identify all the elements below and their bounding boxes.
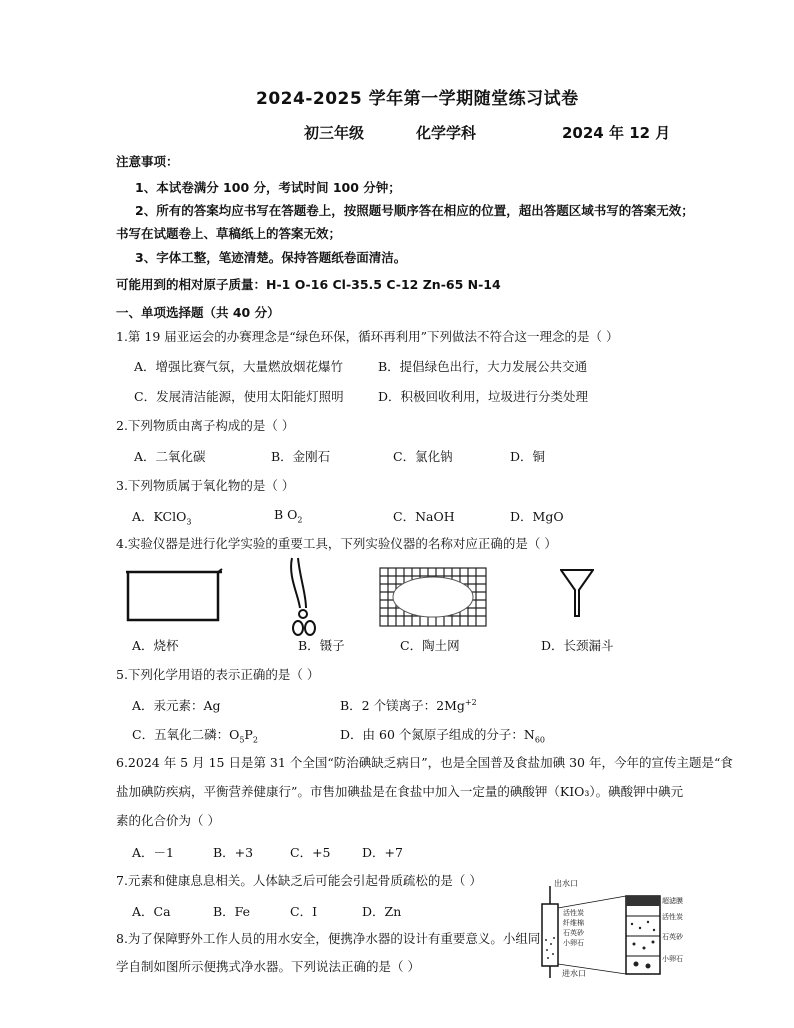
q2-stem: 2.下列物质由离子构成的是（ ） [116, 418, 295, 433]
notice-item-2-cont: 书写在试题卷上、草稿纸上的答案无效； [116, 226, 342, 241]
exam-date: 2024 年 12 月 [562, 124, 671, 142]
tongs-image [284, 556, 324, 638]
q4-option-c: C．陶土网 [400, 638, 460, 653]
exam-title: 2024-2025 学年第一学期随堂练习试卷 [256, 89, 579, 109]
atomic-masses: 可能用到的相对原子质量：H-1 O-16 Cl-35.5 C-12 Zn-65 N-14 [116, 277, 501, 292]
q6-option-b: B．+3 [213, 845, 254, 860]
q3-option-a: A．KClO$_3$ [132, 509, 192, 527]
q7-option-b: B．Fe [213, 904, 251, 919]
q2-option-a: A．二氧化碳 [134, 449, 206, 464]
layer-label-right-1: 超滤膜 [662, 897, 683, 905]
q7-option-c: C．I [290, 904, 318, 919]
layer-label-left-4: 小卵石 [563, 939, 584, 947]
layer-label-right-2: 活性炭 [662, 913, 683, 921]
q2-option-c: C．氯化钠 [393, 449, 453, 464]
outlet-label: 出水口 [554, 879, 578, 888]
q4-option-a: A．烧杯 [132, 638, 179, 653]
q6-stem-line1: 6.2024 年 5 月 15 日是第 31 个全国“防治碘缺乏病日”，也是全国普及食盐加碘 30 年，今年的宣传主题是“食 [116, 755, 733, 770]
notice-item-3: 3、字体工整，笔迹清楚。保持答题纸卷面清洁。 [135, 250, 407, 265]
q6-stem-line3: 素的化合价为（ ） [116, 813, 220, 828]
q3-option-d: D．MgO [510, 509, 564, 524]
q4-option-b: B．镊子 [298, 638, 345, 653]
layer-label-left-3: 石英砂 [563, 929, 584, 937]
q4-stem: 4.实验仪器是进行化学实验的重要工具，下列实验仪器的名称对应正确的是（ ） [116, 536, 557, 551]
q7-option-d: D．Zn [362, 904, 402, 919]
q5-option-b: B．2 个镁离子：$2Mg^{+2}$ [340, 697, 477, 713]
q7-option-a: A．Ca [132, 904, 171, 919]
water-purifier-figure [536, 874, 686, 984]
q6-option-c: C．+5 [290, 845, 331, 860]
q1-stem: 1.第 19 届亚运会的办赛理念是“绿色环保，循环再利用”下列做法不符合这一理念的是（ ） [116, 329, 619, 344]
q2-option-d: D．铜 [510, 449, 546, 464]
layer-label-left-2: 纤维棉 [563, 919, 584, 927]
grade-label: 初三年级 [304, 124, 365, 142]
q4-option-d: D．长颈漏斗 [541, 638, 614, 653]
q1-option-a: A．增强比赛气氛，大量燃放烟花爆竹 [134, 359, 344, 374]
subject-label: 化学学科 [416, 124, 477, 142]
notice-heading: 注意事项： [116, 154, 179, 169]
notice-item-2: 2、所有的答案均应书写在答题卷上，按照题号顺序答在相应的位置，超出答题区域书写的答案无效； [135, 203, 694, 218]
section-heading: 一、单项选择题（共 40 分） [116, 305, 280, 320]
q1-option-d: D．积极回收利用，垃圾进行分类处理 [378, 389, 589, 404]
q2-option-b: B．金刚石 [271, 449, 331, 464]
q1-option-b: B．提倡绿色出行，大力发展公共交通 [378, 359, 588, 374]
beaker-image [124, 568, 224, 624]
layer-label-right-3: 石英砂 [662, 933, 683, 941]
q7-stem: 7.元素和健康息息相关。人体缺乏后可能会引起骨质疏松的是（ ） [116, 873, 482, 888]
inlet-label: 进水口 [562, 969, 586, 978]
q3-stem: 3.下列物质属于氧化物的是（ ） [116, 478, 295, 493]
q5-option-c: C．五氧化二磷：$O_5P_2$ [132, 727, 258, 745]
gauze-image [378, 566, 488, 628]
q3-option-b: B $O_2$ [274, 507, 303, 525]
q1-option-c: C．发展清洁能源，使用太阳能灯照明 [134, 389, 344, 404]
layer-label-left-1: 活性炭 [563, 909, 584, 917]
q8-stem-line1: 8.为了保障野外工作人员的用水安全，便携净水器的设计有重要意义。小组同 [116, 931, 541, 946]
q8-stem-line2: 学自制如图所示便携式净水器。下列说法正确的是（ ） [116, 959, 420, 974]
q5-option-d: D．由 60 个氮原子组成的分子：$N_{60}$ [340, 727, 546, 745]
layer-label-right-4: 小卵石 [662, 955, 683, 963]
q6-stem-line2: 盐加碘防疾病，平衡营养健康行”。市售加碘盐是在食盐中加入一定量的碘酸钾（KIO₃）。碘酸钾中碘元 [116, 784, 684, 799]
q6-option-a: A．－1 [132, 845, 174, 860]
q3-option-c: C．NaOH [393, 509, 455, 524]
funnel-image [560, 568, 594, 618]
q5-option-a: A．汞元素：Ag [132, 698, 221, 713]
q6-option-d: D．+7 [362, 845, 403, 860]
notice-item-1: 1、本试卷满分 100 分，考试时间 100 分钟； [135, 180, 401, 195]
q5-stem: 5.下列化学用语的表示正确的是（ ） [116, 667, 320, 682]
